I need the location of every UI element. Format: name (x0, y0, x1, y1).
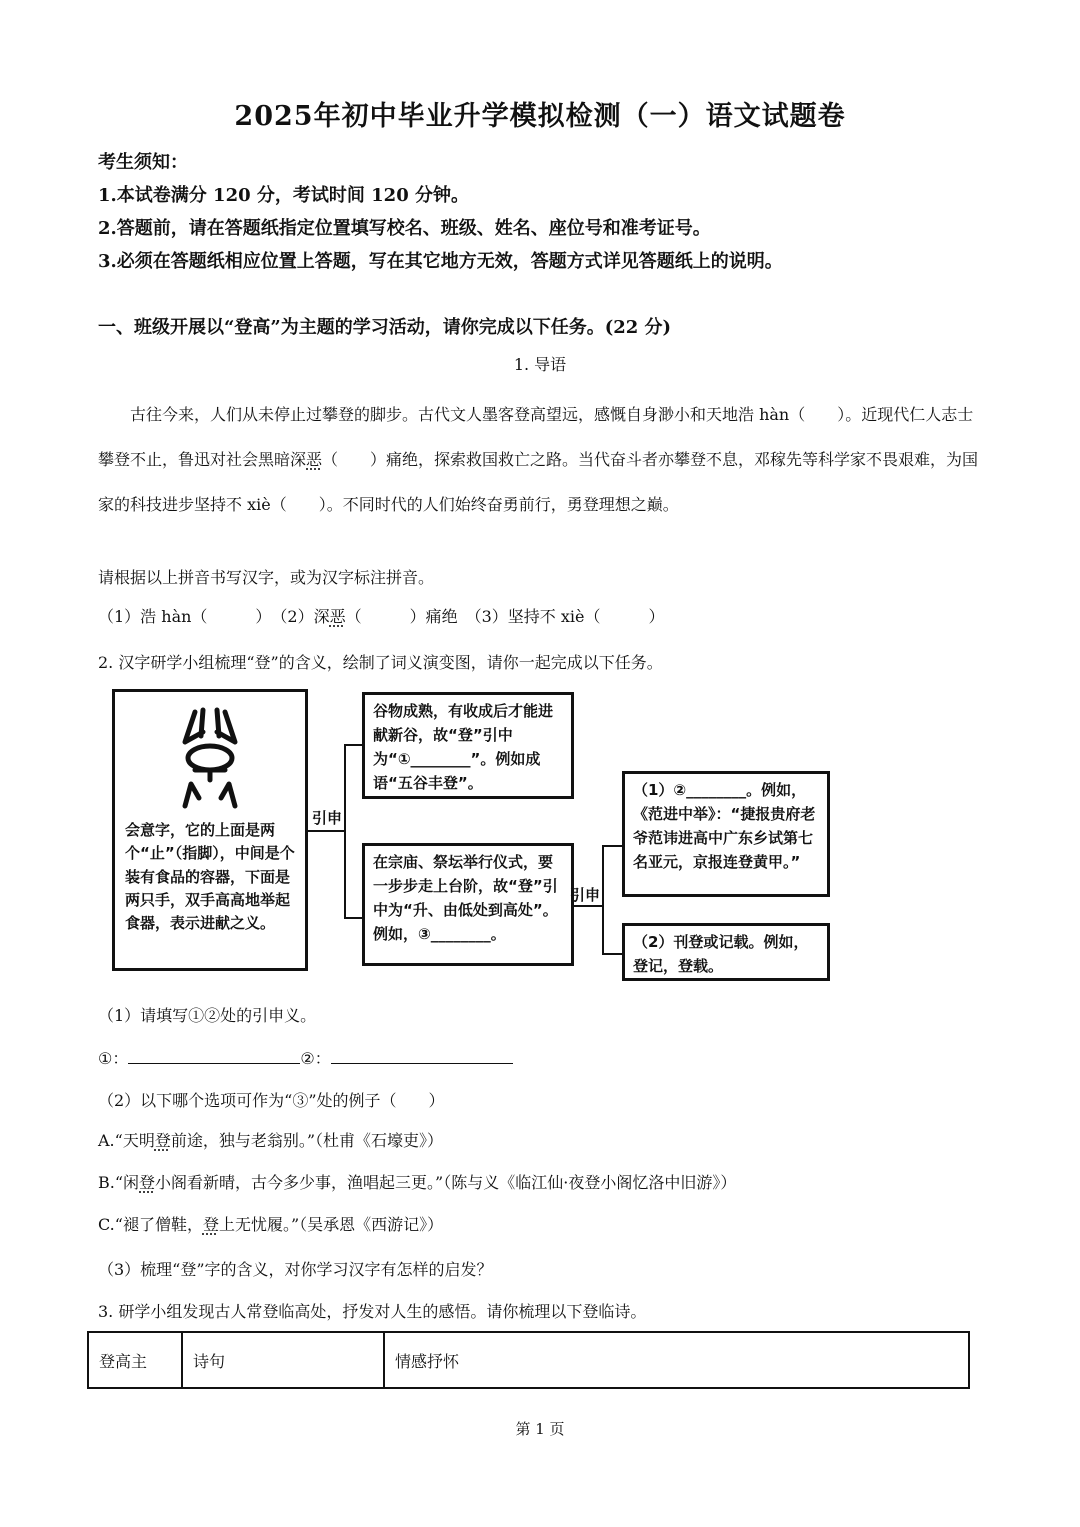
connector (344, 744, 346, 917)
table-header-row (88, 1332, 969, 1388)
notice-heading: 考生须知： (98, 152, 188, 173)
origin-text: 会意字，它的上面是两个“止”（指脚），中间是个装有食品的容器，下面是两只手，双手高高地举起食器，表示进献之义。 (125, 821, 295, 932)
table-header-cell: 情感抒怀 (384, 1332, 969, 1388)
q2-sub1-blanks: ①： ②： (98, 1046, 513, 1069)
connector (602, 953, 622, 955)
instruction: 请根据以上拼音书写汉字，或为汉字标注拼音。 (98, 568, 435, 587)
notice-item-2: 2.答题前，请在答题纸指定位置填写校名、班级、姓名、座位号和准考证号。 (98, 218, 711, 239)
leaf-box-2: （2）刊登或记载。例如，登记，登载。 (622, 923, 830, 981)
yinshen-label-1: 引申 (312, 809, 343, 827)
connector (574, 905, 602, 907)
page-title: 2025年初中毕业升学模拟检测（一）语文试题卷 (234, 101, 846, 132)
page-number: 第 1 页 (515, 1420, 565, 1438)
q3-title: 3. 研学小组发现古人常登临高处，抒发对人生的感悟。请你梳理以下登临诗。 (98, 1302, 647, 1321)
connector (602, 845, 622, 847)
ancient-glyph-icon (125, 702, 295, 812)
q2-sub3: （3）梳理“登”字的含义，对你学习汉字有怎样的启发？ (98, 1260, 493, 1279)
q2-title: 2. 汉字研学小组梳理“登”的含义，绘制了词义演变图，请你一起完成以下任务。 (98, 653, 663, 672)
option-a: A.“天明登前途，独与老翁别。”（杜甫《石壕吏》） (98, 1131, 444, 1150)
origin-box (112, 689, 308, 971)
option-b: B.“闲登小阁看新晴，古今多少事，渔唱起三更。”（陈与义《临江仙·夜登小阁忆洛中旧游》） (98, 1173, 737, 1192)
blank-1[interactable] (128, 1047, 300, 1064)
poem-table (87, 1331, 970, 1389)
leaf-box-1: （1）②________。例如，《范进中举》：“捷报贵府老爷范讳进高中广东乡试第七名亚元，京报连登黄甲。” (622, 771, 830, 897)
section-1-heading: 一、班级开展以“登高”为主题的学习活动，请你完成以下任务。(22 分) (98, 317, 672, 338)
q2-sub1: （1）请填写①②处的引申义。 (98, 1006, 317, 1025)
connector (344, 917, 362, 919)
table-header-cell: 登高主 (88, 1332, 182, 1388)
connector (308, 830, 344, 832)
connector (602, 845, 604, 953)
intro-title: 1. 导语 (513, 355, 567, 374)
blank-2[interactable] (331, 1047, 513, 1064)
notice-item-1: 1.本试卷满分 120 分，考试时间 120 分钟。 (98, 185, 470, 206)
table-header-cell: 诗句 (182, 1332, 384, 1388)
yinshen-label-2: 引申 (570, 886, 601, 904)
notice-item-3: 3.必须在答题纸相应位置上答题，写在其它地方无效，答题方式详见答题纸上的说明。 (98, 251, 783, 272)
q2-sub2: （2）以下哪个选项可作为“③”处的例子（ ） (98, 1091, 445, 1110)
branch-box-2: 在宗庙、祭坛举行仪式，要一步步走上台阶，故“登”引中为“升、由低处到高处”。例如，③________。 (362, 843, 574, 966)
q1-blanks: （1）浩 hàn（ ） （2）深恶（ ）痛绝 （3）坚持不 xiè（ ） (98, 607, 665, 626)
option-c: C.“褪了僧鞋，登上无忧履。”（吴承恩《西游记》） (98, 1215, 444, 1234)
connector (344, 744, 362, 746)
branch-box-1: 谷物成熟，有收成后才能进献新谷，故“登”引中为“①________”。例如成语“五谷丰登”。 (362, 692, 574, 799)
intro-paragraph: 古往今来，人们从未停止过攀登的脚步。古代文人墨客登高望远，感慨自身渺小和天地浩 hàn（ ）。近现代仁人志士攀登不止，鲁迅对社会黑暗深恶（ ）痛绝，探索救国救亡之路。当代奋斗者亦攀登不息，邓稼先等科学家不畏艰难，为国家的科技进步坚持不 xiè（ ）。不同时代的人们始终奋勇前行，勇登理想之巅。 (98, 405, 979, 514)
